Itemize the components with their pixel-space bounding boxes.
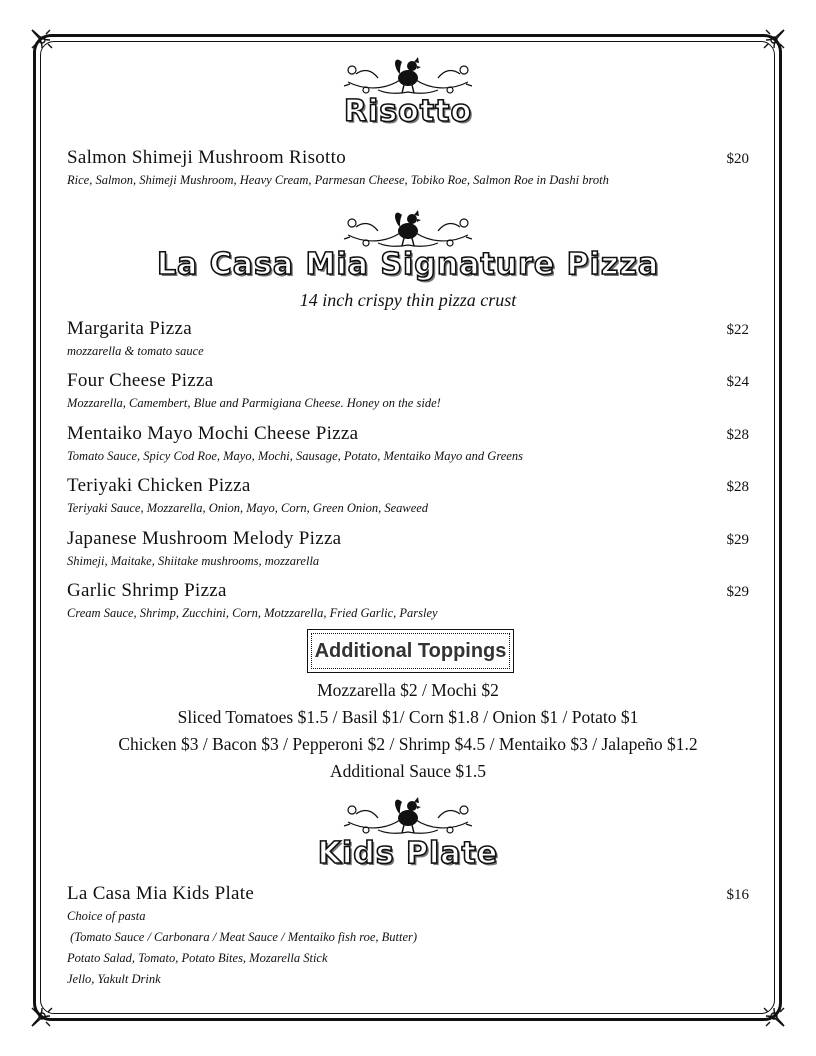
rooster-ornament-icon	[338, 792, 478, 836]
item-price: $22	[726, 322, 749, 338]
item-description: mozzarella & tomato sauce	[67, 344, 204, 358]
item-name: La Casa Mia Kids Plate	[67, 883, 255, 904]
item-price: $16	[726, 887, 749, 903]
toppings-line: Additional Sauce $1.5	[329, 761, 486, 781]
menu-item	[67, 883, 749, 989]
item-name: Margarita Pizza	[67, 318, 192, 339]
toppings-title: Additional Toppings	[311, 633, 510, 669]
item-price: $20	[726, 151, 749, 167]
corner-flourish-icon	[28, 1000, 58, 1030]
toppings-line: Mozzarella $2 / Mochi $2	[317, 680, 499, 700]
item-description: Jello, Yakult Drink	[67, 972, 161, 986]
menu-item	[67, 318, 749, 361]
item-price: $29	[726, 584, 749, 600]
section-title-pizza: La Casa Mia Signature Pizza	[156, 247, 660, 282]
item-description: Cream Sauce, Shrimp, Zucchini, Corn, Motzzarella, Fried Garlic, Parsley	[67, 606, 438, 620]
toppings-header-box	[307, 629, 514, 673]
item-description: Rice, Salmon, Shimeji Mushroom, Heavy Cream, Parmesan Cheese, Tobiko Roe, Salmon Roe in Dashi broth	[67, 173, 609, 187]
item-name: Four Cheese Pizza	[67, 370, 214, 391]
pizza-subtitle: 14 inch crispy thin pizza crust	[299, 290, 517, 310]
item-name: Teriyaki Chicken Pizza	[67, 475, 251, 496]
menu-item	[67, 580, 749, 623]
item-description: Potato Salad, Tomato, Potato Bites, Mozarella Stick	[67, 951, 328, 965]
item-description: (Tomato Sauce / Carbonara / Meat Sauce / Mentaiko fish roe, Butter)	[67, 930, 418, 944]
item-name: Salmon Shimeji Mushroom Risotto	[67, 147, 347, 168]
menu-item	[67, 528, 749, 571]
toppings-line: Chicken $3 / Bacon $3 / Pepperoni $2 / Shrimp $4.5 / Mentaiko $3 / Jalapeño $1.2	[118, 734, 698, 754]
menu-item	[67, 423, 749, 466]
item-description: Mozzarella, Camembert, Blue and Parmigiana Cheese. Honey on the side!	[67, 396, 441, 410]
item-description: Choice of pasta	[67, 909, 146, 923]
item-price: $28	[726, 427, 749, 443]
item-price: $29	[726, 532, 749, 548]
corner-flourish-icon	[28, 26, 58, 56]
toppings-line: Sliced Tomatoes $1.5 / Basil $1/ Corn $1.8 / Onion $1 / Potato $1	[177, 707, 639, 727]
rooster-ornament-icon	[338, 205, 478, 249]
menu-item	[67, 370, 749, 413]
item-name: Mentaiko Mayo Mochi Cheese Pizza	[67, 423, 359, 444]
menu-item	[67, 475, 749, 518]
corner-flourish-icon	[758, 26, 788, 56]
item-description: Shimeji, Maitake, Shiitake mushrooms, mozzarella	[67, 554, 320, 568]
item-price: $28	[726, 479, 749, 495]
corner-flourish-icon	[758, 1000, 788, 1030]
item-description: Tomato Sauce, Spicy Cod Roe, Mayo, Mochi, Sausage, Potato, Mentaiko Mayo and Greens	[67, 449, 523, 463]
rooster-ornament-icon	[338, 52, 478, 96]
menu-item	[67, 147, 749, 190]
section-title-risotto: Risotto	[343, 94, 473, 129]
item-price: $24	[726, 374, 749, 390]
item-name: Garlic Shrimp Pizza	[67, 580, 227, 601]
item-description: Teriyaki Sauce, Mozzarella, Onion, Mayo, Corn, Green Onion, Seaweed	[67, 501, 429, 515]
section-title-kids: Kids Plate	[317, 836, 499, 871]
item-name: Japanese Mushroom Melody Pizza	[67, 528, 342, 549]
